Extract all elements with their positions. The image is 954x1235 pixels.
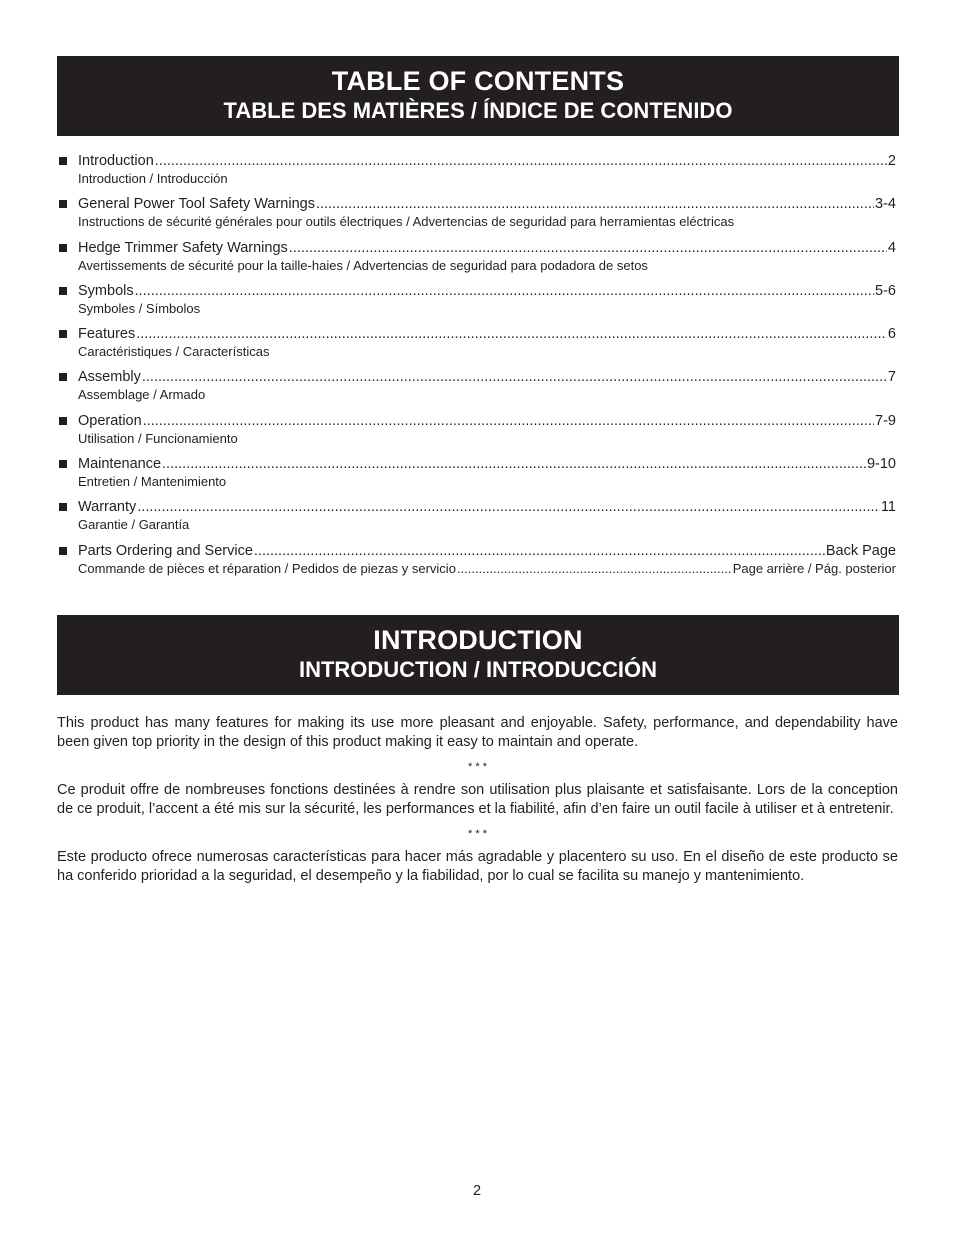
toc-item-sub-page: Page arrière / Pág. posterior: [732, 560, 896, 576]
toc-item-page: 2: [887, 153, 896, 169]
dot-leader: [457, 561, 732, 576]
toc-item-page: 5-6: [875, 282, 896, 299]
intro-paragraph-es: Este producto ofrece numerosas características para hacer más agradable y placentero su uso. En el diseño de este producto se ha conferido prioridad a la seguridad, el desempeño y la fiabilidad, por lo cual se facilita su manejo y mantenimiento.: [57, 849, 898, 884]
square-bullet-icon: [59, 417, 67, 425]
toc-item-page: 7: [887, 369, 896, 386]
dot-leader: [136, 326, 887, 342]
toc-item-page: 6: [887, 326, 896, 343]
toc-item-page: 3-4: [875, 196, 896, 213]
dot-leader: [162, 456, 866, 472]
toc-item-subtitle: Assemblage / Armado: [78, 387, 206, 403]
toc-subtitle: TABLE DES MATIÈRES / ÍNDICE DE CONTENIDO: [223, 98, 733, 123]
intro-paragraph-fr: Ce produit offre de nombreuses fonctions destinées à rendre son utilisation plus plaisante et satisfaisante. Lors de la conception de ce produit, l’accent a été mis sur la sécurité, les performances et la fiabilité, afin d’en faire un outil facile à utiliser et à entretenir.: [57, 782, 898, 817]
toc-list: [57, 153, 896, 586]
toc-item-title: Parts Ordering and Service: [78, 542, 253, 559]
toc-title: TABLE OF CONTENTS: [331, 66, 625, 96]
dot-leader: [254, 543, 825, 559]
toc-item-subtitle: Introduction / Introducción: [78, 171, 228, 186]
toc-item-page: 9-10: [866, 456, 896, 473]
dot-leader: [143, 413, 874, 429]
toc-item-title: Introduction: [78, 153, 154, 169]
toc-item[interactable]: [57, 153, 896, 196]
toc-item-page: 7-9: [875, 412, 896, 429]
toc-item-title: General Power Tool Safety Warnings: [78, 196, 315, 213]
toc-item[interactable]: [57, 499, 896, 542]
square-bullet-icon: [59, 460, 67, 468]
dot-leader: [316, 196, 874, 212]
toc-item-title: Assembly: [78, 369, 141, 386]
dot-leader: [137, 499, 880, 515]
toc-item[interactable]: [57, 326, 896, 369]
toc-item-title: Operation: [78, 412, 142, 429]
square-bullet-icon: [59, 157, 67, 165]
square-bullet-icon: [59, 547, 67, 555]
separator: * * *: [468, 761, 487, 773]
toc-item-subtitle: Caractéristiques / Características: [78, 344, 270, 360]
dot-leader: [289, 240, 887, 256]
toc-item-title: Warranty: [78, 499, 137, 516]
toc-item-page: 4: [887, 239, 896, 256]
toc-item[interactable]: [57, 240, 896, 283]
toc-item-subtitle: Symboles / Símbolos: [78, 300, 201, 316]
intro-paragraph-en: This product has many features for making its use more pleasant and enjoyable. Safety, performance, and dependability have been given top priority in the design of this product making it easy to maintain and operate.: [57, 715, 898, 750]
toc-item[interactable]: [57, 283, 896, 326]
toc-item-page: 11: [880, 499, 896, 516]
toc-item[interactable]: [57, 456, 896, 499]
square-bullet-icon: [59, 373, 67, 381]
intro-subtitle: INTRODUCTION / INTRODUCCIÓN: [298, 657, 658, 682]
toc-item-subtitle: Entretien / Mantenimiento: [78, 474, 227, 490]
toc-banner: [57, 56, 899, 136]
toc-item-subtitle: Commande de pièces et réparation / Pedidos de piezas y servicio: [78, 560, 456, 576]
toc-item-title: Maintenance: [78, 456, 162, 473]
square-bullet-icon: [59, 244, 67, 252]
intro-banner: [57, 615, 899, 695]
intro-title: INTRODUCTION: [373, 625, 583, 655]
toc-item-subtitle: Utilisation / Funcionamiento: [78, 430, 238, 446]
square-bullet-icon: [59, 503, 67, 511]
separator: * * *: [468, 828, 487, 840]
toc-item-subtitle: Avertissements de sécurité pour la taille-haies / Advertencias de seguridad para podadora de setos: [78, 257, 648, 273]
dot-leader: [155, 153, 887, 169]
square-bullet-icon: [59, 330, 67, 338]
page-number: 2: [472, 1183, 482, 1199]
toc-item-title: Hedge Trimmer Safety Warnings: [78, 239, 288, 256]
toc-item-subtitle: Instructions de sécurité générales pour outils électriques / Advertencias de seguridad para herramientas eléctricas: [78, 214, 735, 230]
toc-item[interactable]: [57, 196, 896, 239]
toc-item-page: Back Page: [825, 542, 896, 559]
intro-body: [57, 714, 898, 886]
toc-item[interactable]: [57, 413, 896, 456]
dot-leader: [135, 283, 874, 299]
toc-item-subtitle: Garantie / Garantía: [78, 517, 190, 533]
toc-item[interactable]: [57, 543, 896, 586]
dot-leader: [142, 369, 887, 385]
square-bullet-icon: [59, 200, 67, 208]
toc-item-title: Features: [78, 326, 136, 343]
toc-item[interactable]: [57, 369, 896, 412]
square-bullet-icon: [59, 287, 67, 295]
toc-item-title: Symbols: [78, 282, 134, 299]
